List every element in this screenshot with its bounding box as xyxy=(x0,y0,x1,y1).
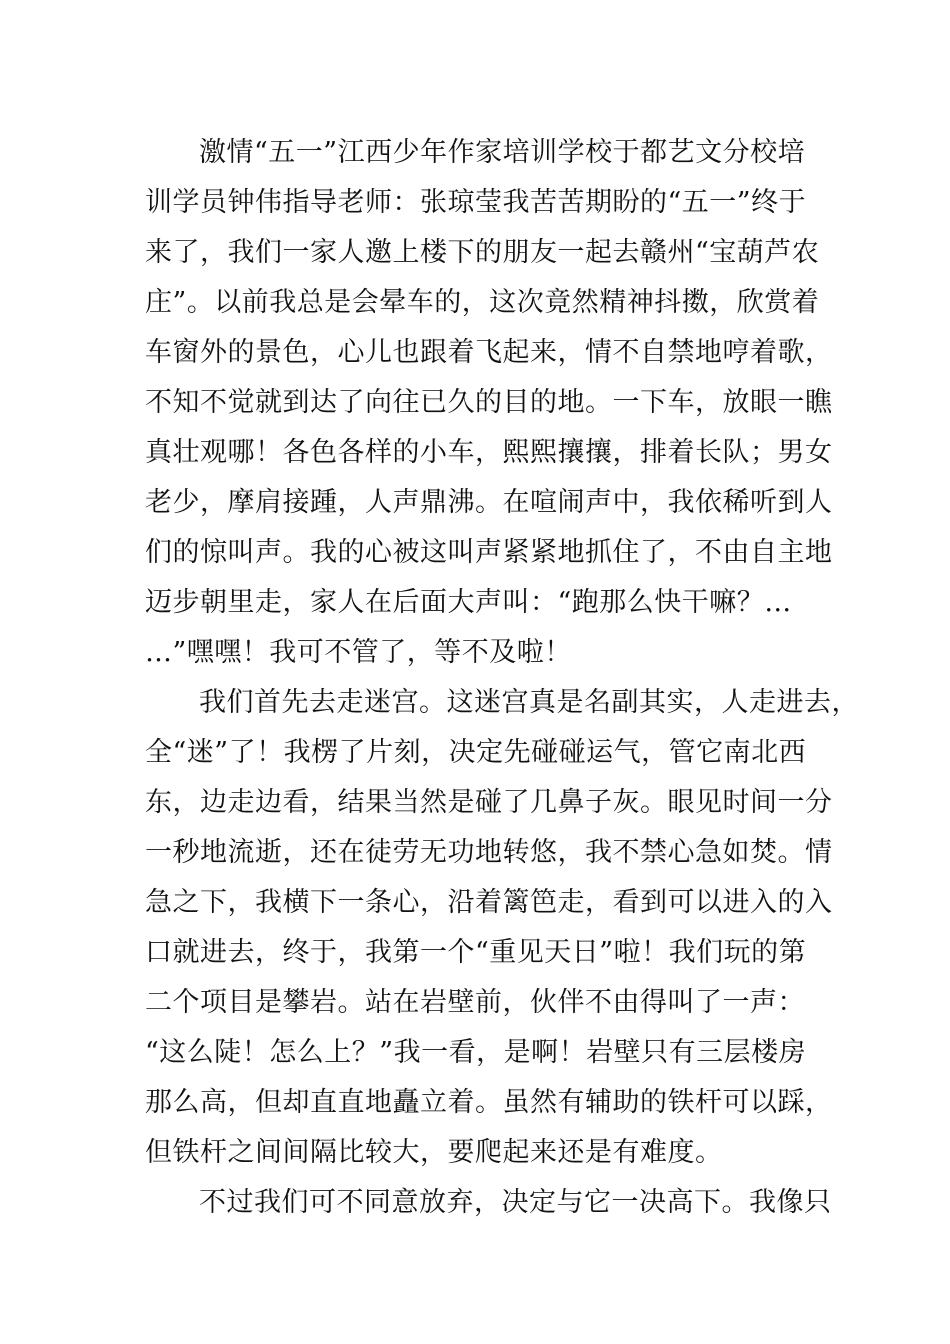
paragraph-1-line-6: 不知不觉就到达了向往已久的目的地。一下车，放眼一瞧 xyxy=(145,387,833,418)
paragraph-1-line-5: 车窗外的景色，心儿也跟着飞起来，情不自禁地哼着歌， xyxy=(145,337,833,368)
body-text xyxy=(145,128,859,1228)
paragraph-1-line-1: 激情“五一”江西少年作家培训学校于都艺文分校培 xyxy=(199,137,806,168)
paragraph-2-line-5: 急之下，我横下一条心，沿着篱笆走，看到可以进入的入 xyxy=(145,887,833,918)
paragraph-1-line-8: 老少，摩肩接踵，人声鼎沸。在喧闹声中，我依稀听到人 xyxy=(145,487,833,518)
paragraph-2-line-2: 全“迷”了！我楞了片刻，决定先碰碰运气，管它南北西 xyxy=(145,737,807,768)
paragraph-2-line-4: 一秒地流逝，还在徒劳无功地转悠，我不禁心急如焚。情 xyxy=(145,837,833,868)
paragraph-1-line-9: 们的惊叫声。我的心被这叫声紧紧地抓住了，不由自主地 xyxy=(145,537,833,568)
paragraph-1-line-4: 庄”。以前我总是会晕车的，这次竟然精神抖擞，欣赏着 xyxy=(145,287,820,318)
paragraph-2-line-3: 东，边走边看，结果当然是碰了几鼻子灰。眼见时间一分 xyxy=(145,787,833,818)
paragraph-2-line-6: 口就进去，终于，我第一个“重见天日”啦！我们玩的第 xyxy=(145,937,807,968)
paragraph-2-line-7: 二个项目是攀岩。站在岩壁前，伙伴不由得叫了一声： xyxy=(145,987,805,1018)
paragraph-2-line-10: 但铁杆之间间隔比较大，要爬起来还是有难度。 xyxy=(145,1137,723,1168)
paragraph-1-line-7: 真壮观哪！各色各样的小车，熙熙攘攘，排着长队；男女 xyxy=(145,437,833,468)
paragraph-1-line-11: …”嘿嘿！我可不管了，等不及啦！ xyxy=(145,637,572,668)
paragraph-2-line-8: “这么陡！怎么上？”我一看，是啊！岩壁只有三层楼房 xyxy=(145,1037,807,1068)
paragraph-2-line-1: 我们首先去走迷宫。这迷宫真是名副其实，人走进去， xyxy=(199,687,859,718)
paragraph-1-line-10: 迈步朝里走，家人在后面大声叫：“跑那么快干嘛？… xyxy=(145,587,792,618)
paragraph-1-line-3: 来了，我们一家人邀上楼下的朋友一起去赣州“宝葫芦农 xyxy=(145,237,820,268)
paragraph-2-line-9: 那么高，但却直直地矗立着。虽然有辅助的铁杆可以踩， xyxy=(145,1087,833,1118)
paragraph-3-line-1: 不过我们可不同意放弃，决定与它一决高下。我像只 xyxy=(199,1187,832,1218)
paragraph-1-line-2: 训学员钟伟指导老师：张琼莹我苦苦期盼的“五一”终于 xyxy=(145,187,807,218)
